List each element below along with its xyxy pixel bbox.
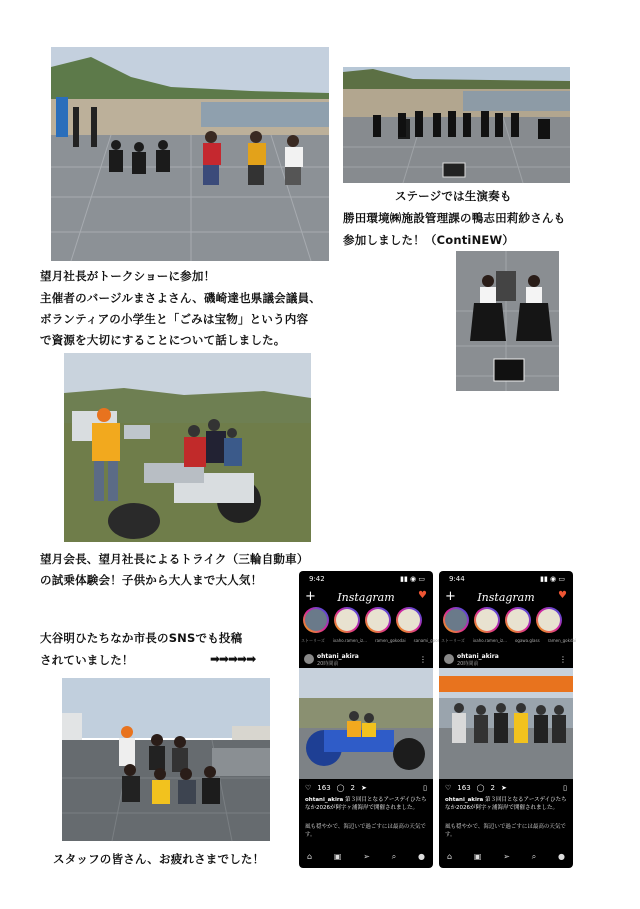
instagram-screenshot-1 (299, 571, 440, 868)
reels-icon[interactable]: ▣ (333, 852, 342, 861)
post-caption (305, 796, 427, 812)
story-avatar[interactable] (443, 607, 469, 633)
story-label: ramen_gokdai (547, 638, 577, 643)
caption-username[interactable]: ohtani_akira (445, 797, 484, 803)
bookmark-icon[interactable]: ▯ (563, 784, 567, 792)
share-icon[interactable]: ➤ (500, 784, 507, 792)
share-icon[interactable]: ➤ (360, 784, 367, 792)
dancers-photo (456, 251, 559, 391)
story-label: sanami_gpor (413, 638, 440, 643)
post-caption (445, 796, 567, 812)
story-label: ストーリーズ (441, 638, 465, 643)
home-icon[interactable]: ⌂ (447, 852, 453, 861)
story-avatar[interactable] (474, 607, 500, 633)
avatar[interactable] (304, 654, 314, 664)
talk-show-photo (51, 47, 329, 261)
staff-caption: スタッフの皆さん、お疲れさまでした！ (53, 852, 265, 866)
post-actions (305, 784, 427, 792)
status-time: 9:44 (449, 575, 465, 583)
comment-count: 2 (350, 784, 355, 792)
caption-text-2: 風も穏やかで、海辺いで過ごすには最高の天気です。 (305, 824, 426, 838)
stories-row (303, 607, 433, 641)
signal-icons: ▮▮ ◉ ▭ (540, 575, 565, 583)
more-options-icon[interactable]: ⋮ (419, 655, 427, 664)
heart-icon[interactable]: ♥ (558, 590, 567, 601)
trike-caption-line1: 望月会長、望月社長によるトライク（三輪自動車） (40, 552, 309, 566)
plus-icon[interactable]: + (445, 589, 456, 604)
stage-performance-photo (343, 67, 570, 183)
talk-caption-line2: 主催者のバージルまさよさん、磯崎達也県議会議員、 (40, 291, 321, 305)
post-username[interactable]: ohtani_akira (457, 653, 499, 660)
story-label: ストーリーズ (301, 638, 325, 643)
story-avatar[interactable] (536, 607, 562, 633)
like-icon[interactable]: ♡ (445, 784, 452, 792)
like-count: 163 (317, 784, 331, 792)
reels-icon[interactable]: ▣ (473, 852, 482, 861)
post-username[interactable]: ohtani_akira (317, 653, 359, 660)
story-labels (441, 638, 577, 644)
comment-icon[interactable]: ◯ (476, 784, 485, 792)
stage-caption-line1: ステージでは生演奏も (395, 189, 512, 203)
send-icon[interactable]: ➢ (363, 852, 370, 861)
stage-caption-line3: 参加しました！（ContiNEW） (343, 233, 515, 247)
post-time: 20時間前 (317, 661, 339, 667)
staff-group-photo (62, 678, 270, 841)
post-image[interactable] (439, 668, 573, 779)
profile-icon[interactable]: ● (558, 852, 565, 861)
post-image[interactable] (299, 668, 433, 779)
post-time: 20時間前 (457, 661, 479, 667)
signal-icons: ▮▮ ◉ ▭ (400, 575, 425, 583)
like-icon[interactable]: ♡ (305, 784, 312, 792)
post-header (317, 653, 359, 667)
trike-caption-line2: の試乗体験会！子供から大人まで大人気！ (40, 573, 263, 587)
app-title: Instagram (337, 591, 395, 604)
stage-caption-line2: 勝田環境㈱施設管理課の鴨志田莉紗さんも (343, 211, 566, 225)
story-avatar[interactable] (505, 607, 531, 633)
like-count: 163 (457, 784, 471, 792)
bookmark-icon[interactable]: ▯ (423, 784, 427, 792)
caption-text-2: 風も穏やかで、海辺いで過ごすには最高の天気です。 (445, 824, 566, 838)
caption-text: 第３回目となるアースデイひたちなか2026が阿字ヶ浦海岸で開催されました。 (445, 797, 567, 811)
story-labels (301, 638, 440, 644)
heart-icon[interactable]: ♥ (418, 590, 427, 601)
sns-caption-line2: されていました！ (40, 653, 134, 667)
app-title: Instagram (477, 591, 535, 604)
talk-caption-line1: 望月社長がトークショーに参加！ (40, 269, 216, 283)
avatar[interactable] (444, 654, 454, 664)
story-label: ogawa.glass (514, 638, 540, 643)
talk-caption-line3: ボランティアの小学生と「ごみは宝物」という内容 (40, 312, 309, 326)
instagram-screenshot-2 (439, 571, 577, 868)
plus-icon[interactable]: + (305, 589, 316, 604)
status-bar (309, 575, 425, 583)
status-time: 9:42 (309, 575, 325, 583)
arrows-right: ➡➡➡➡➡ (210, 652, 256, 666)
story-label: ixaho.ramen_iz... (472, 638, 507, 643)
story-label: ramen_gokodai (374, 638, 406, 643)
story-label: ixaho.ramen_iz... (332, 638, 367, 643)
story-avatar[interactable] (365, 607, 391, 633)
caption-text: 第３回目となるアースデイひたちなか2026が阿字ヶ浦海岸で開催されました。 (305, 797, 427, 811)
send-icon[interactable]: ➢ (503, 852, 510, 861)
status-bar (449, 575, 565, 583)
trike-photo (64, 353, 311, 542)
story-avatar[interactable] (303, 607, 329, 633)
post-actions (445, 784, 567, 792)
search-icon[interactable]: ⌕ (531, 852, 537, 861)
caption-username[interactable]: ohtani_akira (305, 797, 344, 803)
story-avatar[interactable] (334, 607, 360, 633)
home-icon[interactable]: ⌂ (307, 852, 313, 861)
comment-icon[interactable]: ◯ (336, 784, 345, 792)
sns-caption-line1: 大谷明ひたちなか市長のSNSでも投稿 (40, 631, 243, 645)
search-icon[interactable]: ⌕ (391, 852, 397, 861)
bottom-nav (447, 852, 565, 862)
post-header (457, 653, 499, 667)
more-options-icon[interactable]: ⋮ (559, 655, 567, 664)
bottom-nav (307, 852, 425, 862)
comment-count: 2 (490, 784, 495, 792)
stories-row (443, 607, 573, 641)
talk-caption-line4: で資源を大切にすることについて話しました。 (40, 333, 286, 347)
profile-icon[interactable]: ● (418, 852, 425, 861)
story-avatar[interactable] (396, 607, 422, 633)
